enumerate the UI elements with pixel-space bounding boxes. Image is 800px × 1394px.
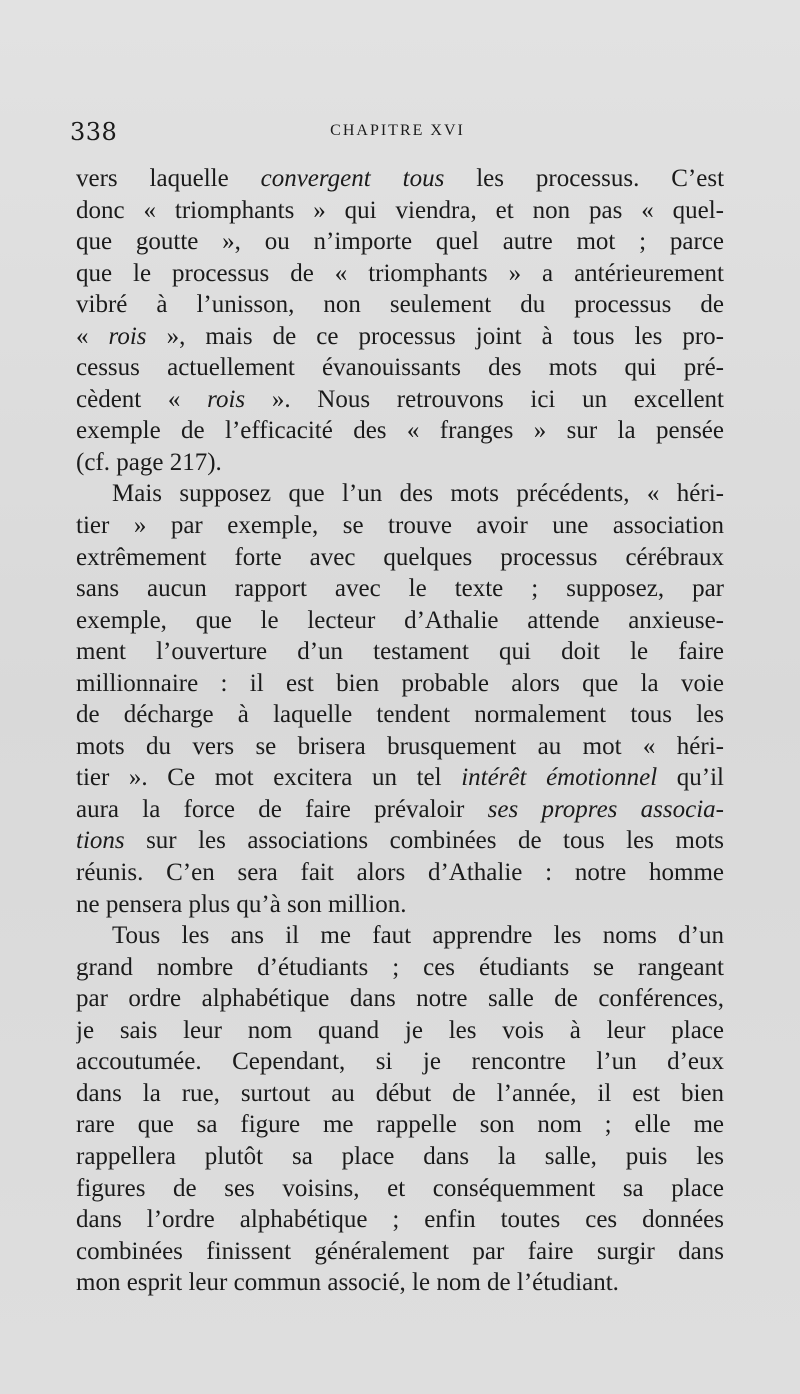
text-line: que le processus de « triomphants » a antérieurement (76, 259, 724, 287)
text-line: rare que sa figure me rappelle son nom ; elle me (76, 1111, 724, 1139)
italic-text: ses propres associa- (487, 795, 724, 823)
text-line: tier ». Ce mot excitera un tel intérêt émotionnel qu’il (76, 764, 724, 792)
text-line: réunis. C’en sera fait alors d’Athalie : notre homme (76, 859, 724, 887)
text-line: vers laquelle convergent tous les processus. C’est (76, 165, 724, 192)
text-line: mots du vers se brisera brusquement au mot « héri- (76, 732, 724, 760)
text-line: grand nombre d’étudiants ; ces étudiants se rangeant (76, 953, 724, 981)
text-line: exemple, que le lecteur d’Athalie attende anxieuse- (76, 606, 724, 634)
page-number: 338 (70, 118, 118, 146)
text-line: vibré à l’unisson, non seulement du processus de (76, 291, 724, 319)
text-line: millionnaire : il est bien probable alors que la voie (76, 669, 724, 697)
text-line: par ordre alphabétique dans notre salle de conférences, (76, 985, 724, 1013)
body-text (76, 163, 724, 1299)
text-line: Mais supposez que l’un des mots précédents, « héri- (112, 480, 724, 508)
italic-text: tions (76, 827, 125, 855)
text-line: dans l’ordre alphabétique ; enfin toutes ces données (76, 1206, 724, 1234)
italic-text: intérêt émotionnel (461, 764, 658, 792)
text-line: « rois », mais de ce processus joint à tous les pro- (76, 322, 724, 350)
text-line: mon esprit leur commun associé, le nom de l’étudiant. (76, 1269, 619, 1297)
text-line: de décharge à laquelle tendent normalement tous les (76, 701, 724, 729)
text-line: (cf. page 217). (76, 448, 222, 476)
text-line: cèdent « rois ». Nous retrouvons ici un excellent (76, 385, 724, 413)
text-line: tions sur les associations combinées de tous les mots (76, 827, 724, 855)
text-line: extrêmement forte avec quelques processus cérébraux (76, 543, 724, 571)
text-line: figures de ses voisins, et conséquemment sa place (76, 1174, 724, 1202)
italic-text: rois (207, 385, 246, 413)
text-line: sans aucun rapport avec le texte ; supposez, par (76, 575, 724, 603)
page-header (70, 118, 725, 150)
italic-text: convergent tous (260, 165, 445, 192)
text-line: aura la force de faire prévaloir ses propres associa- (76, 795, 724, 823)
text-line: combinées finissent généralement par faire surgir dans (76, 1237, 724, 1265)
italic-text: rois (108, 322, 147, 350)
text-line: exemple de l’efficacité des « franges » sur la pensée (76, 417, 724, 445)
text-line: tier » par exemple, se trouve avoir une association (76, 512, 724, 540)
text-line: cessus actuellement évanouissants des mots qui pré- (76, 354, 724, 382)
text-line: dans la rue, surtout au début de l’année, il est bien (76, 1079, 724, 1107)
text-line: rappellera plutôt sa place dans la salle, puis les (76, 1142, 724, 1170)
text-line: que goutte », ou n’importe quel autre mot ; parce (76, 228, 724, 256)
text-line: donc « triomphants » qui viendra, et non pas « quel- (76, 196, 724, 224)
text-line: Tous les ans il me faut apprendre les noms d’un (112, 922, 724, 950)
text-line: ment l’ouverture d’un testament qui doit le faire (76, 638, 724, 666)
text-line: ne pensera plus qu’à son million. (76, 890, 407, 918)
running-head: CHAPITRE XVI (330, 122, 465, 139)
text-line: accoutumée. Cependant, si je rencontre l’un d’eux (76, 1048, 724, 1076)
text-line: je sais leur nom quand je les vois à leur place (76, 1016, 724, 1044)
